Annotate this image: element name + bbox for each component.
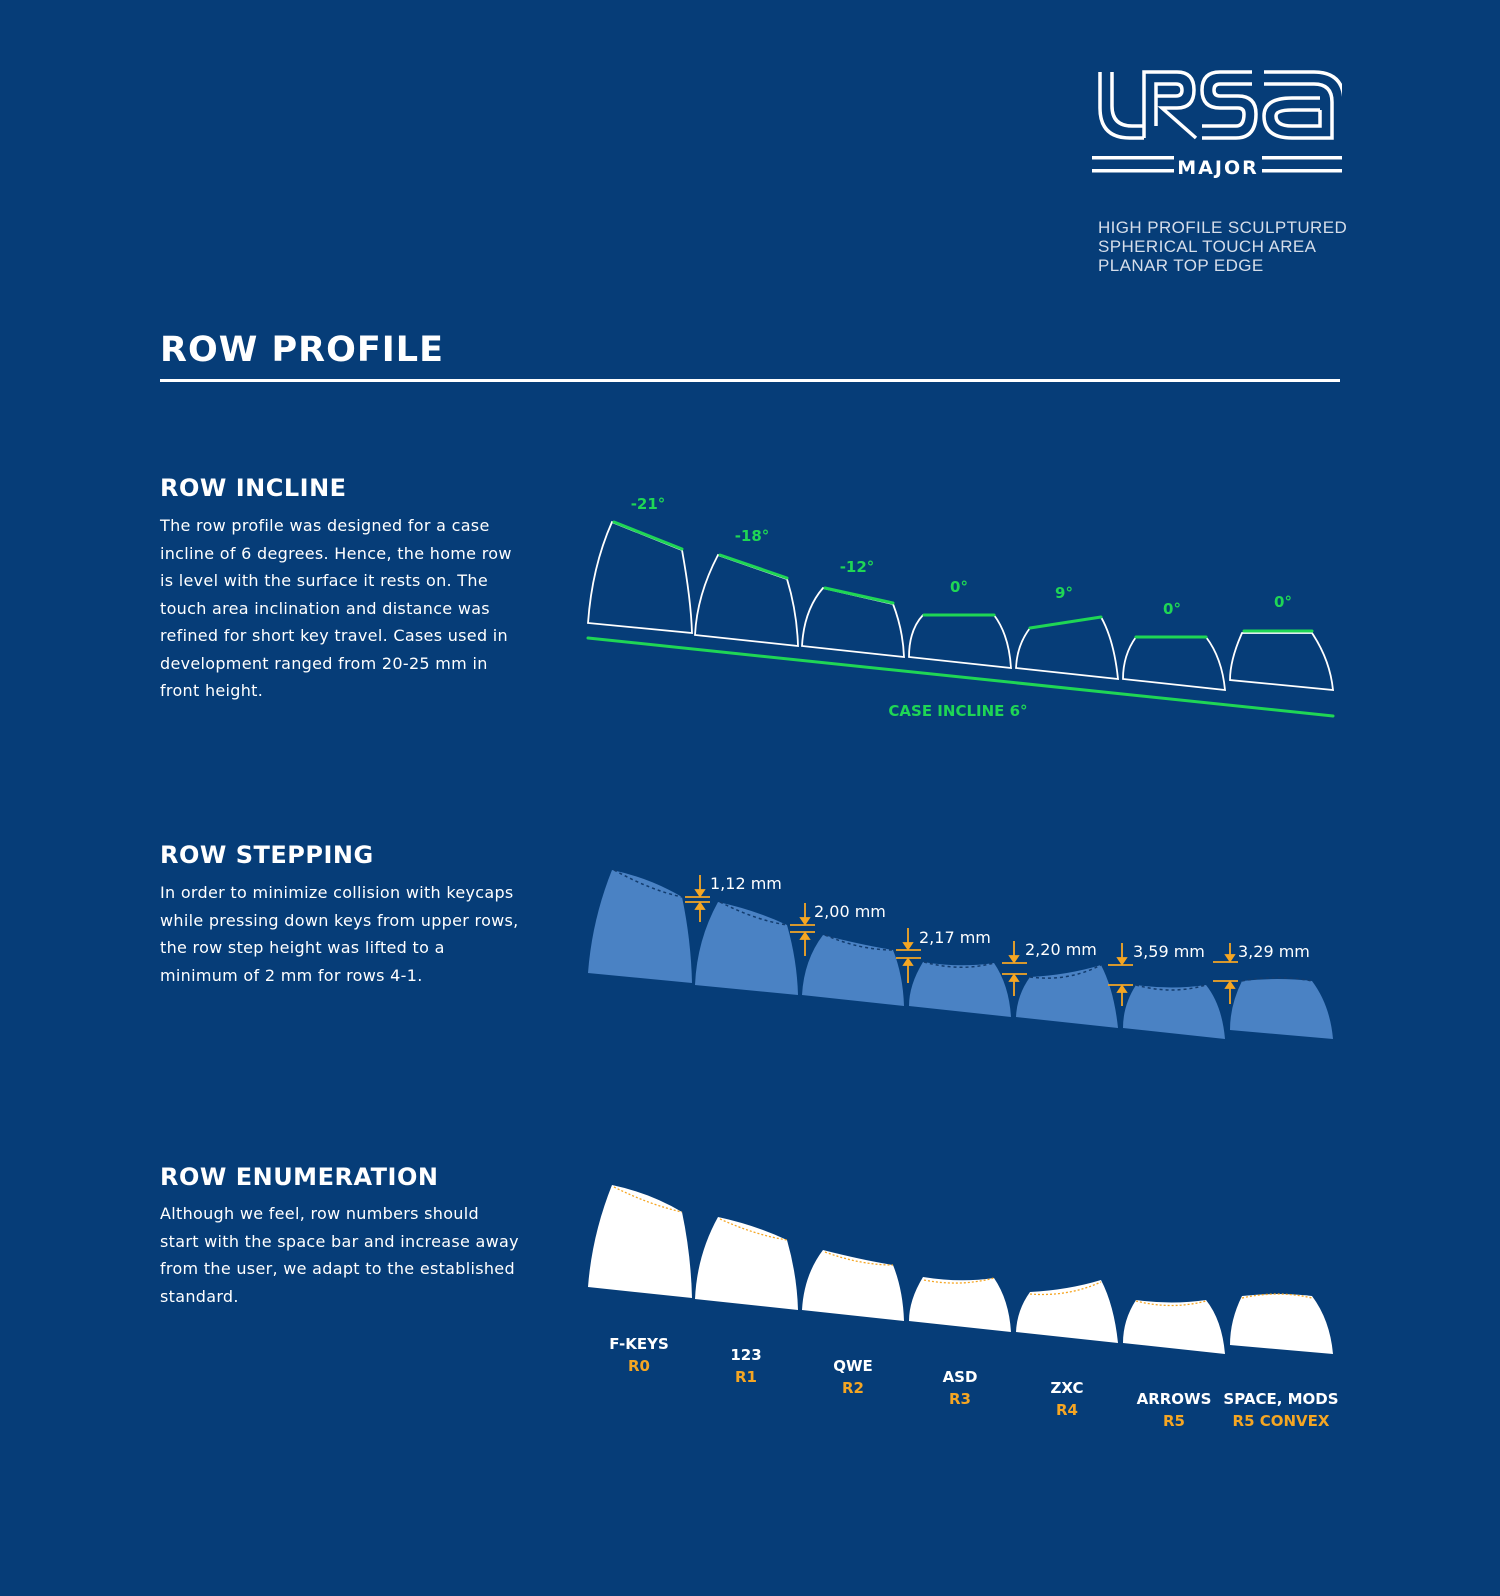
incline-angle-line-r0 bbox=[614, 522, 682, 549]
incline-diagram bbox=[588, 495, 1333, 720]
enum-touch-curve-r5 bbox=[1136, 1301, 1206, 1306]
incline-key-r2 bbox=[802, 588, 904, 657]
step-key-r2 bbox=[802, 935, 904, 1006]
enum-touch-curve-r5-convex bbox=[1242, 1294, 1312, 1298]
tagline-line-3: PLANAR TOP EDGE bbox=[1098, 256, 1264, 275]
row-code-r5: R5 bbox=[1163, 1412, 1185, 1430]
incline-angle-line-r4 bbox=[1030, 617, 1101, 628]
row-code-r5-convex: R5 CONVEX bbox=[1232, 1412, 1330, 1430]
row-name-r5: ARROWS bbox=[1136, 1390, 1212, 1408]
step-marker-3 bbox=[896, 928, 921, 983]
row-name-r2: QWE bbox=[833, 1357, 873, 1375]
step-label-1: 1,12 mm bbox=[710, 874, 782, 893]
row-incline-body: The row profile was designed for a case incline of 6 degrees. Hence, the home row is level with the surface it rests on. The touch area inclination and distance was refined for short key travel. Cases used in development ranged from 20-25 mm in front height. bbox=[160, 516, 512, 700]
step-key-r0 bbox=[588, 870, 692, 983]
angle-label-r5-convex: 0° bbox=[1274, 593, 1292, 611]
row-code-r1: R1 bbox=[735, 1368, 757, 1386]
row-stepping-body: In order to minimize collision with keycaps while pressing down keys from upper rows, the row step height was lifted to a minimum of 2 mm for rows 4-1. bbox=[160, 883, 519, 985]
row-name-r4: ZXC bbox=[1050, 1379, 1084, 1397]
step-marker-5 bbox=[1108, 943, 1133, 1006]
row-code-r2: R2 bbox=[842, 1379, 864, 1397]
step-label-4: 2,20 mm bbox=[1025, 940, 1097, 959]
angle-label-r1: -18° bbox=[734, 527, 770, 545]
angle-label-r4: 9° bbox=[1055, 584, 1073, 602]
step-touch-curve-r4 bbox=[1030, 965, 1101, 978]
step-label-6: 3,29 mm bbox=[1238, 942, 1310, 961]
incline-angle-line-r1 bbox=[720, 555, 787, 578]
angle-label-r2: -12° bbox=[839, 558, 875, 576]
step-marker-1 bbox=[685, 875, 710, 922]
tagline-line-1: HIGH PROFILE SCULPTURED bbox=[1098, 218, 1348, 237]
angle-label-r5: 0° bbox=[1163, 600, 1181, 618]
row-code-r4: R4 bbox=[1056, 1401, 1078, 1419]
step-marker-6 bbox=[1213, 943, 1238, 1004]
step-key-r4 bbox=[1016, 965, 1118, 1028]
angle-label-r0: -21° bbox=[630, 495, 666, 513]
enumeration-diagram bbox=[588, 1185, 1339, 1430]
step-touch-curve-r3 bbox=[924, 962, 994, 967]
enum-key-r0 bbox=[588, 1185, 692, 1298]
logo-subtext: MAJOR bbox=[1177, 157, 1259, 179]
incline-key-r1 bbox=[695, 555, 798, 646]
enum-key-r2 bbox=[802, 1250, 904, 1321]
incline-key-r4 bbox=[1016, 617, 1118, 679]
step-touch-curve-r5-convex bbox=[1242, 978, 1312, 982]
row-name-r3: ASD bbox=[942, 1368, 978, 1386]
case-incline-line bbox=[588, 638, 1333, 716]
row-code-r0: R0 bbox=[628, 1357, 650, 1375]
enum-key-r5-convex bbox=[1230, 1294, 1333, 1354]
step-touch-curve-r0 bbox=[614, 870, 682, 897]
incline-angle-line-r2 bbox=[825, 588, 893, 603]
ursa-major-logo bbox=[1092, 68, 1342, 186]
enum-touch-curve-r4 bbox=[1030, 1282, 1101, 1295]
enum-key-r4 bbox=[1016, 1280, 1118, 1343]
step-label-5: 3,59 mm bbox=[1133, 942, 1205, 961]
enum-touch-curve-r1 bbox=[720, 1219, 787, 1240]
angle-label-r3: 0° bbox=[950, 578, 968, 596]
step-label-3: 2,17 mm bbox=[919, 928, 991, 947]
row-name-r5-convex: SPACE, MODS bbox=[1223, 1390, 1339, 1408]
enum-key-r3 bbox=[909, 1277, 1011, 1332]
row-enumeration-body: Although we feel, row numbers should start with the space bar and increase away from the user, we adapt to the established standard. bbox=[160, 1204, 519, 1306]
step-key-r5 bbox=[1123, 985, 1225, 1039]
row-incline-title: ROW INCLINE bbox=[160, 474, 347, 502]
step-touch-curve-r1 bbox=[720, 902, 787, 925]
step-label-2: 2,00 mm bbox=[814, 902, 886, 921]
tagline bbox=[1098, 218, 1347, 275]
tagline-line-2: SPHERICAL TOUCH AREA bbox=[1098, 237, 1317, 256]
incline-key-r5-convex bbox=[1230, 633, 1333, 690]
row-name-r1: 123 bbox=[730, 1346, 762, 1364]
incline-key-r3 bbox=[909, 615, 1011, 668]
row-stepping-title: ROW STEPPING bbox=[160, 841, 374, 869]
row-code-r3: R3 bbox=[949, 1390, 971, 1408]
enum-touch-curve-r2 bbox=[825, 1252, 893, 1265]
enum-key-r1 bbox=[695, 1217, 798, 1310]
row-name-r0: F-KEYS bbox=[609, 1335, 669, 1353]
case-incline-label: CASE INCLINE 6° bbox=[888, 702, 1028, 720]
step-marker-4 bbox=[1002, 941, 1027, 996]
step-key-r1 bbox=[695, 902, 798, 995]
incline-key-r0 bbox=[588, 522, 692, 633]
incline-key-r5 bbox=[1123, 637, 1225, 690]
step-touch-curve-r5 bbox=[1136, 985, 1206, 990]
step-marker-2 bbox=[790, 903, 815, 956]
stepping-diagram bbox=[588, 870, 1333, 1039]
step-touch-curve-r2 bbox=[825, 935, 893, 950]
enum-key-r5 bbox=[1123, 1300, 1225, 1354]
enum-touch-curve-r0 bbox=[614, 1187, 682, 1212]
step-key-r5-convex bbox=[1230, 979, 1333, 1039]
enum-touch-curve-r3 bbox=[924, 1278, 994, 1283]
row-enumeration-title: ROW ENUMERATION bbox=[160, 1163, 439, 1191]
title-divider bbox=[160, 379, 1340, 382]
step-key-r3 bbox=[909, 962, 1011, 1017]
page-title: ROW PROFILE bbox=[160, 330, 444, 370]
